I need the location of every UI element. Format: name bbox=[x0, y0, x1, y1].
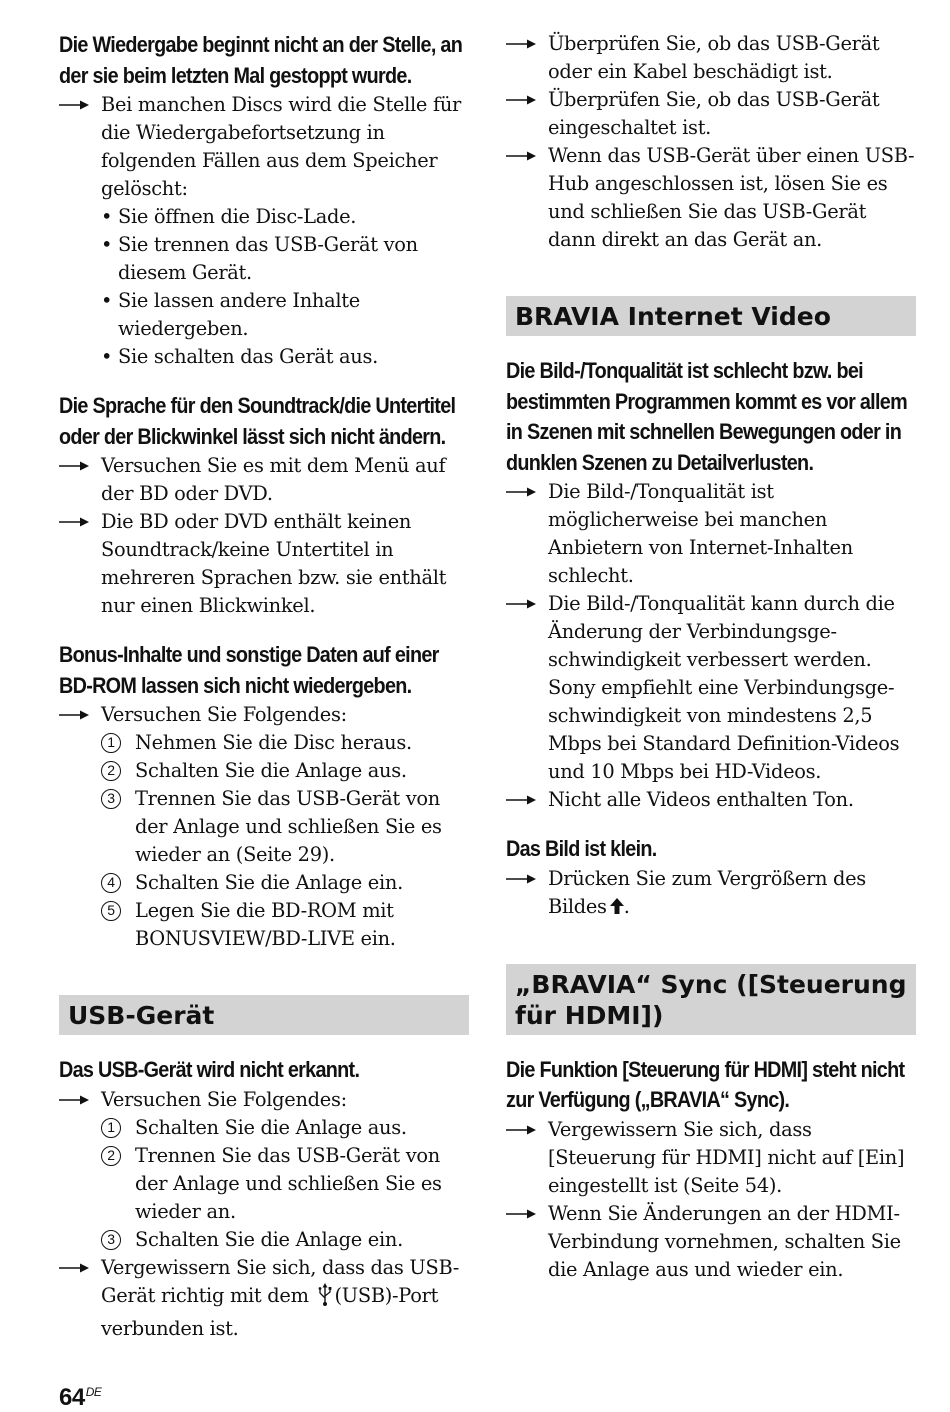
numbered-step bbox=[101, 729, 469, 757]
page-number-value: 64 bbox=[59, 1384, 85, 1411]
numbered-step bbox=[101, 1114, 469, 1142]
bullet-dot: • bbox=[101, 233, 113, 256]
numbered-step bbox=[101, 869, 469, 897]
arrow-right-icon bbox=[506, 478, 540, 497]
numbered-step bbox=[101, 897, 469, 953]
list-item bbox=[506, 86, 916, 142]
list-item bbox=[59, 1086, 469, 1114]
heading-quality: Die Bild-/Tonqualität ist schlecht bzw. bei bestimmten Programmen kommt es vor allem in Szenen mit schnellen Bewegungen oder in dunklen Szenen zu Detailverlusten. bbox=[506, 358, 907, 475]
language-code: DE bbox=[85, 1385, 102, 1399]
arrow-right-icon bbox=[59, 91, 93, 110]
step-text: Trennen Sie das USB-Gerät von der Anlage und schließen Sie es wieder an. bbox=[135, 1143, 442, 1223]
item-text: Vergewissern Sie sich, dass das USB-Gerät richtig mit dem bbox=[101, 1255, 460, 1307]
list-item bbox=[506, 590, 916, 786]
arrow-right-icon bbox=[506, 86, 540, 105]
heading-language-angle: Die Sprache für den Soundtrack/die Untertitel oder der Blickwinkel lässt sich nicht ändern. bbox=[59, 393, 456, 449]
heading-picture-small: Das Bild ist klein. bbox=[506, 836, 657, 861]
step-text: Schalten Sie die Anlage aus. bbox=[135, 759, 407, 782]
arrow-right-icon bbox=[59, 508, 93, 527]
step-number: 2 bbox=[101, 1146, 121, 1166]
list-item bbox=[506, 786, 916, 814]
list-item bbox=[59, 91, 469, 203]
item-text: . bbox=[623, 894, 630, 918]
list-item bbox=[506, 865, 916, 922]
list-item bbox=[59, 701, 469, 729]
item-text: Wenn das USB-Gerät über einen USB-Hub angeschlossen ist, lösen Sie es und schließen Sie das USB-Gerät dann direkt an das Gerät an. bbox=[548, 144, 915, 251]
arrow-right-icon bbox=[506, 1116, 540, 1135]
step-text: Schalten Sie die Anlage ein. bbox=[135, 1227, 403, 1251]
list-item bbox=[506, 142, 916, 254]
step-number: 2 bbox=[101, 761, 121, 781]
list-item bbox=[59, 508, 469, 620]
item-text: Nicht alle Videos enthalten Ton. bbox=[548, 788, 854, 811]
heading-usb-not-recognized: Das USB-Gerät wird nicht erkannt. bbox=[59, 1057, 360, 1082]
step-number: 5 bbox=[101, 901, 121, 921]
bullet-text: Sie trennen das USB-Gerät von diesem Gerät. bbox=[118, 233, 418, 284]
section-title-usb: USB-Gerät bbox=[59, 995, 469, 1035]
heading-hdmi-control: Die Funktion [Steuerung für HDMI] steht nicht zur Verfügung („BRAVIA“ Sync). bbox=[506, 1056, 905, 1112]
section-title-bravia-internet-video: BRAVIA Internet Video bbox=[506, 296, 916, 336]
item-text: Überprüfen Sie, ob das USB-Gerät oder ein Kabel beschädigt ist. bbox=[548, 32, 880, 83]
step-number: 1 bbox=[101, 733, 121, 753]
left-column bbox=[59, 30, 469, 1343]
arrow-right-icon bbox=[59, 1086, 93, 1105]
item-text: Versuchen Sie Folgendes: bbox=[101, 1087, 347, 1111]
bullet-text: Sie schalten das Gerät aus. bbox=[118, 345, 379, 368]
numbered-list bbox=[59, 1114, 469, 1254]
bullet-dot: • bbox=[101, 205, 113, 228]
item-text: Die Bild-/Tonqualität kann durch die Änderung der Verbindungsgeschwindigkeit verbessert werden. Sony empfiehlt eine Verbindungsgeschwindigkeit von mindestens 2,5 Mbps bei Standard Definition-Videos und 10 Mbps bei HD-Videos. bbox=[548, 592, 900, 783]
list-item bbox=[59, 1254, 469, 1343]
arrow-right-icon bbox=[506, 865, 540, 884]
bullet-item bbox=[101, 343, 469, 371]
item-text: Bei manchen Discs wird die Stelle für die Wiedergabefortsetzung in folgenden Fällen aus dem Speicher gelöscht: bbox=[101, 93, 462, 200]
bullet-list bbox=[59, 203, 469, 371]
step-text: Nehmen Sie die Disc heraus. bbox=[135, 731, 412, 754]
section-title-bravia-sync: „BRAVIA“ Sync ([Steuerung für HDMI]) bbox=[506, 964, 916, 1035]
list-item bbox=[506, 478, 916, 590]
heading-resume-playback: Die Wiedergabe beginnt nicht an der Stelle, an der sie beim letzten Mal gestoppt wurde. bbox=[59, 32, 463, 88]
step-number: 3 bbox=[101, 789, 121, 809]
step-text: Legen Sie die BD-ROM mit BONUSVIEW/BD-LIVE ein. bbox=[135, 899, 396, 950]
arrow-right-icon bbox=[59, 452, 93, 471]
item-text: Die Bild-/Tonqualität ist möglicherweise bei manchen Anbietern von Internet-Inhalten schlecht. bbox=[548, 480, 853, 587]
numbered-list bbox=[59, 729, 469, 953]
step-text: Schalten Sie die Anlage aus. bbox=[135, 1115, 407, 1139]
up-arrow-icon bbox=[610, 894, 624, 922]
step-text: Trennen Sie das USB-Gerät von der Anlage und schließen Sie es wieder an (Seite 29). bbox=[135, 787, 442, 866]
bullet-text: Sie lassen andere Inhalte wiedergeben. bbox=[118, 289, 360, 340]
arrow-right-icon bbox=[506, 142, 540, 161]
item-text: Die BD oder DVD enthält keinen Soundtrack/keine Untertitel in mehreren Sprachen bzw. sie enthält nur einen Blickwinkel. bbox=[101, 510, 447, 617]
item-text: (USB)-Port verbunden ist. bbox=[101, 1283, 439, 1340]
bullet-text: Sie öffnen die Disc-Lade. bbox=[118, 205, 357, 228]
list-item bbox=[506, 30, 916, 86]
usb-icon bbox=[318, 1283, 332, 1315]
heading-bonus-content: Bonus-Inhalte und sonstige Daten auf einer BD-ROM lassen sich nicht wiedergeben. bbox=[59, 642, 439, 698]
arrow-right-icon bbox=[59, 1254, 93, 1273]
numbered-step bbox=[101, 1226, 469, 1254]
arrow-right-icon bbox=[506, 786, 540, 805]
arrow-right-icon bbox=[506, 30, 540, 49]
list-item bbox=[506, 1200, 916, 1284]
item-text: Vergewissern Sie sich, dass [Steuerung für HDMI] nicht auf [Ein] eingestellt ist (Seite 54). bbox=[548, 1117, 905, 1197]
step-text: Schalten Sie die Anlage ein. bbox=[135, 871, 403, 894]
list-item bbox=[59, 452, 469, 508]
bullet-dot: • bbox=[101, 289, 113, 312]
bullet-item bbox=[101, 287, 469, 343]
arrow-right-icon bbox=[506, 1200, 540, 1219]
item-text: Überprüfen Sie, ob das USB-Gerät eingeschaltet ist. bbox=[548, 88, 880, 139]
numbered-step bbox=[101, 757, 469, 785]
item-text: Versuchen Sie Folgendes: bbox=[101, 703, 347, 726]
item-text: Versuchen Sie es mit dem Menü auf der BD oder DVD. bbox=[101, 454, 446, 505]
numbered-step bbox=[101, 785, 469, 869]
list-item bbox=[506, 1116, 916, 1200]
right-column bbox=[506, 30, 916, 1284]
numbered-step bbox=[101, 1142, 469, 1226]
step-number: 1 bbox=[101, 1118, 121, 1138]
step-number: 4 bbox=[101, 873, 121, 893]
arrow-right-icon bbox=[59, 701, 93, 720]
item-text: Wenn Sie Änderungen an der HDMI-Verbindung vornehmen, schalten Sie die Anlage aus und wieder ein. bbox=[548, 1201, 901, 1281]
bullet-item bbox=[101, 203, 469, 231]
step-number: 3 bbox=[101, 1230, 121, 1250]
bullet-item bbox=[101, 231, 469, 287]
item-text: Drücken Sie zum Vergrößern des Bildes bbox=[548, 866, 866, 918]
bullet-dot: • bbox=[101, 345, 113, 368]
arrow-right-icon bbox=[506, 590, 540, 609]
